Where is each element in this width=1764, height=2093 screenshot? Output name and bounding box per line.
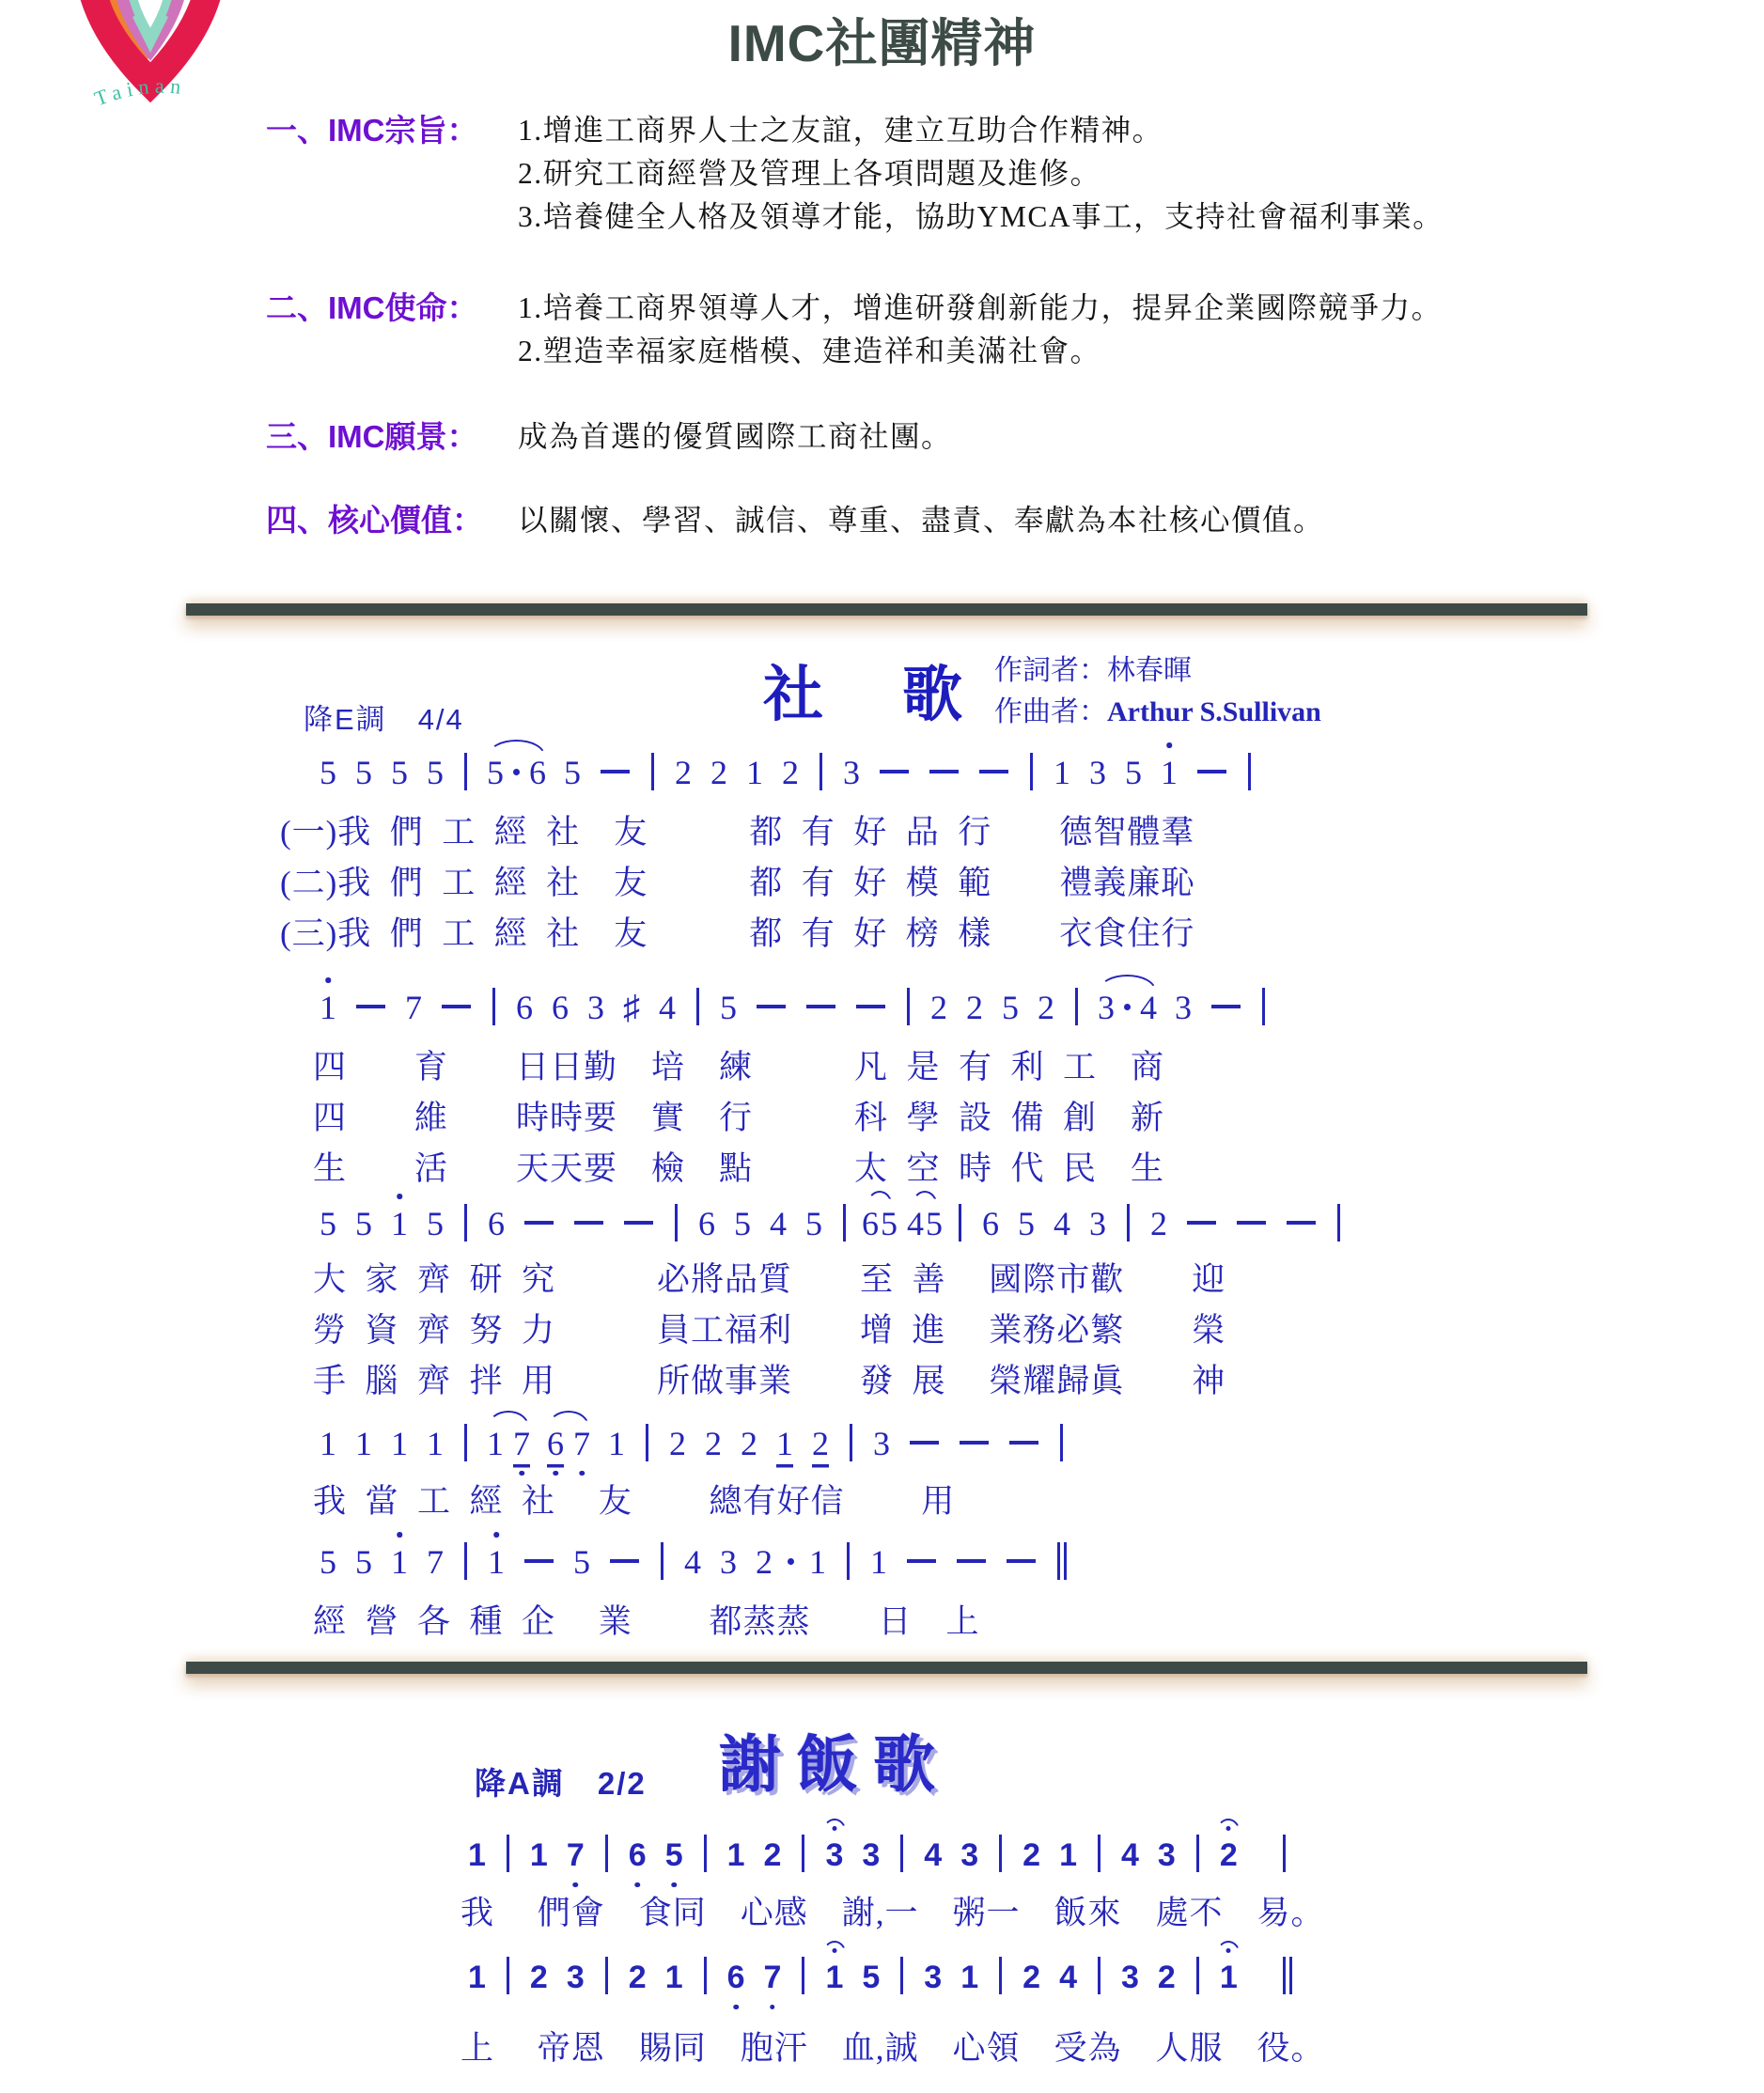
lyricist-line: 作詞者：林春暉 [994,655,1192,686]
body-line: 2.研究工商經營及管理上各項問題及進修。 [518,157,1101,190]
music-line-1: 5 5 5 5 5 6 5 2 2 1 2 3 1 3 5 1 [310,752,1262,793]
song1-title: 社 歌 [763,661,972,728]
body-line: 3.培養健全人格及領導才能，協助YMCA事工，支持社會福利事業。 [518,200,1444,233]
lyric-line: 經 營 各 種 企 業 都蒸蒸 日 上 [313,1603,980,1640]
key-label: 降A調 [475,1766,565,1801]
section-body [518,499,1324,542]
lyric-line: 四 維 時時要 實 行 科 學 設 備 創 新 [313,1100,1165,1136]
section-core-values [266,499,1324,542]
section-heading: 一、IMC宗旨： [266,113,478,148]
composer-line [994,692,1321,733]
song2-title: 謝飯歌 [719,1729,950,1799]
section-divider [186,603,1587,616]
time-signature: 4/4 [417,703,464,736]
section-body [518,415,952,459]
song2-key-signature [475,1759,647,1804]
body-line: 1.增進工商界人士之友誼，建立互助合作精神。 [518,114,1163,147]
lyric-line: 勞 資 齊 努 力 員工福利 增 進 業務必繁 榮 [313,1312,1226,1349]
lyric-line: 上 帝恩 賜同 胞汗 血,誠 心領 受為 人服 役。 [461,2030,1325,2067]
lyric-line: (一)我 們 工 經 社 友 都 有 好 品 行 德智體羣 [280,814,1195,851]
lyric-line: 我 當 工 經 社 友 總有好信 用 [313,1483,956,1520]
time-signature: 2/2 [597,1766,647,1801]
composer-name: Arthur S.Sullivan [1107,696,1321,727]
page-title: IMC社團精神 [727,14,1037,72]
body-line: 2.塑造幸福家庭楷模、建造祥和美滿社會。 [518,335,1101,367]
music-line-4: 1 1 1 1 1 7 6 7 1 2 2 2 1 2 3 [310,1423,1074,1464]
lyric-line: 我 們會 食同 心感 謝,一 粥一 飯來 處不 易。 [461,1895,1325,1931]
music-line-2: 1 2 3 2 1 6 7 1 5 3 1 2 4 3 2 1 [459,1957,1303,1998]
body-line: 1.培養工商界領導人才，增進研發創新能力，提昇企業國際競爭力。 [518,291,1443,324]
music-line-3: 5 5 1 5 6 6 5 4 5 65 45 6 5 4 3 2 [310,1203,1351,1244]
section-vision [266,415,952,459]
lyric-line: 大 家 齊 研 究 必將品質 至 善 國際市歡 迎 [313,1261,1226,1298]
lyric-line: (二)我 們 工 經 社 友 都 有 好 模 範 禮義廉恥 [280,865,1195,901]
section-heading: 四、核心價值： [266,503,483,538]
key-label: 降E調 [304,703,387,736]
music-line-2: 1 7 6 6 3 ♯ 4 5 2 2 5 2 3 4 3 [310,987,1276,1028]
svg-text:Tainan [91,74,187,111]
section-divider [186,1662,1587,1674]
body-line: 以關懷、學習、誠信、尊重、盡責、奉獻為本社核心價值。 [518,504,1325,537]
lyric-line: 生 活 天天要 檢 點 太 空 時 代 民 生 [313,1150,1165,1187]
section-body [518,287,1443,373]
body-line: 成為首選的優質國際工商社團。 [518,420,953,453]
lyric-line: (三)我 們 工 經 社 友 都 有 好 榜 樣 衣食住行 [280,915,1195,952]
section-heading: 二、IMC使命： [266,290,478,325]
lyric-line: 手 腦 齊 拌 用 所做事業 發 展 榮耀歸眞 神 [313,1363,1226,1399]
song1-credits [994,650,1321,733]
lyric-line: 四 育 日日勤 培 練 凡 是 有 利 工 商 [313,1049,1165,1086]
music-line-5: 5 5 1 7 1 5 4 3 2 1 1 [310,1541,1078,1583]
composer-label: 作曲者： [994,696,1107,727]
music-line-1: 1 1 7 6 5 1 2 3 3 4 3 2 1 4 3 2 [459,1835,1297,1876]
logo-text: Tainan [91,73,188,111]
section-purpose [266,109,1444,239]
section-mission [266,287,1443,373]
song1-key-signature [304,695,464,738]
section-body [518,109,1444,239]
section-heading: 三、IMC願景： [266,419,478,454]
